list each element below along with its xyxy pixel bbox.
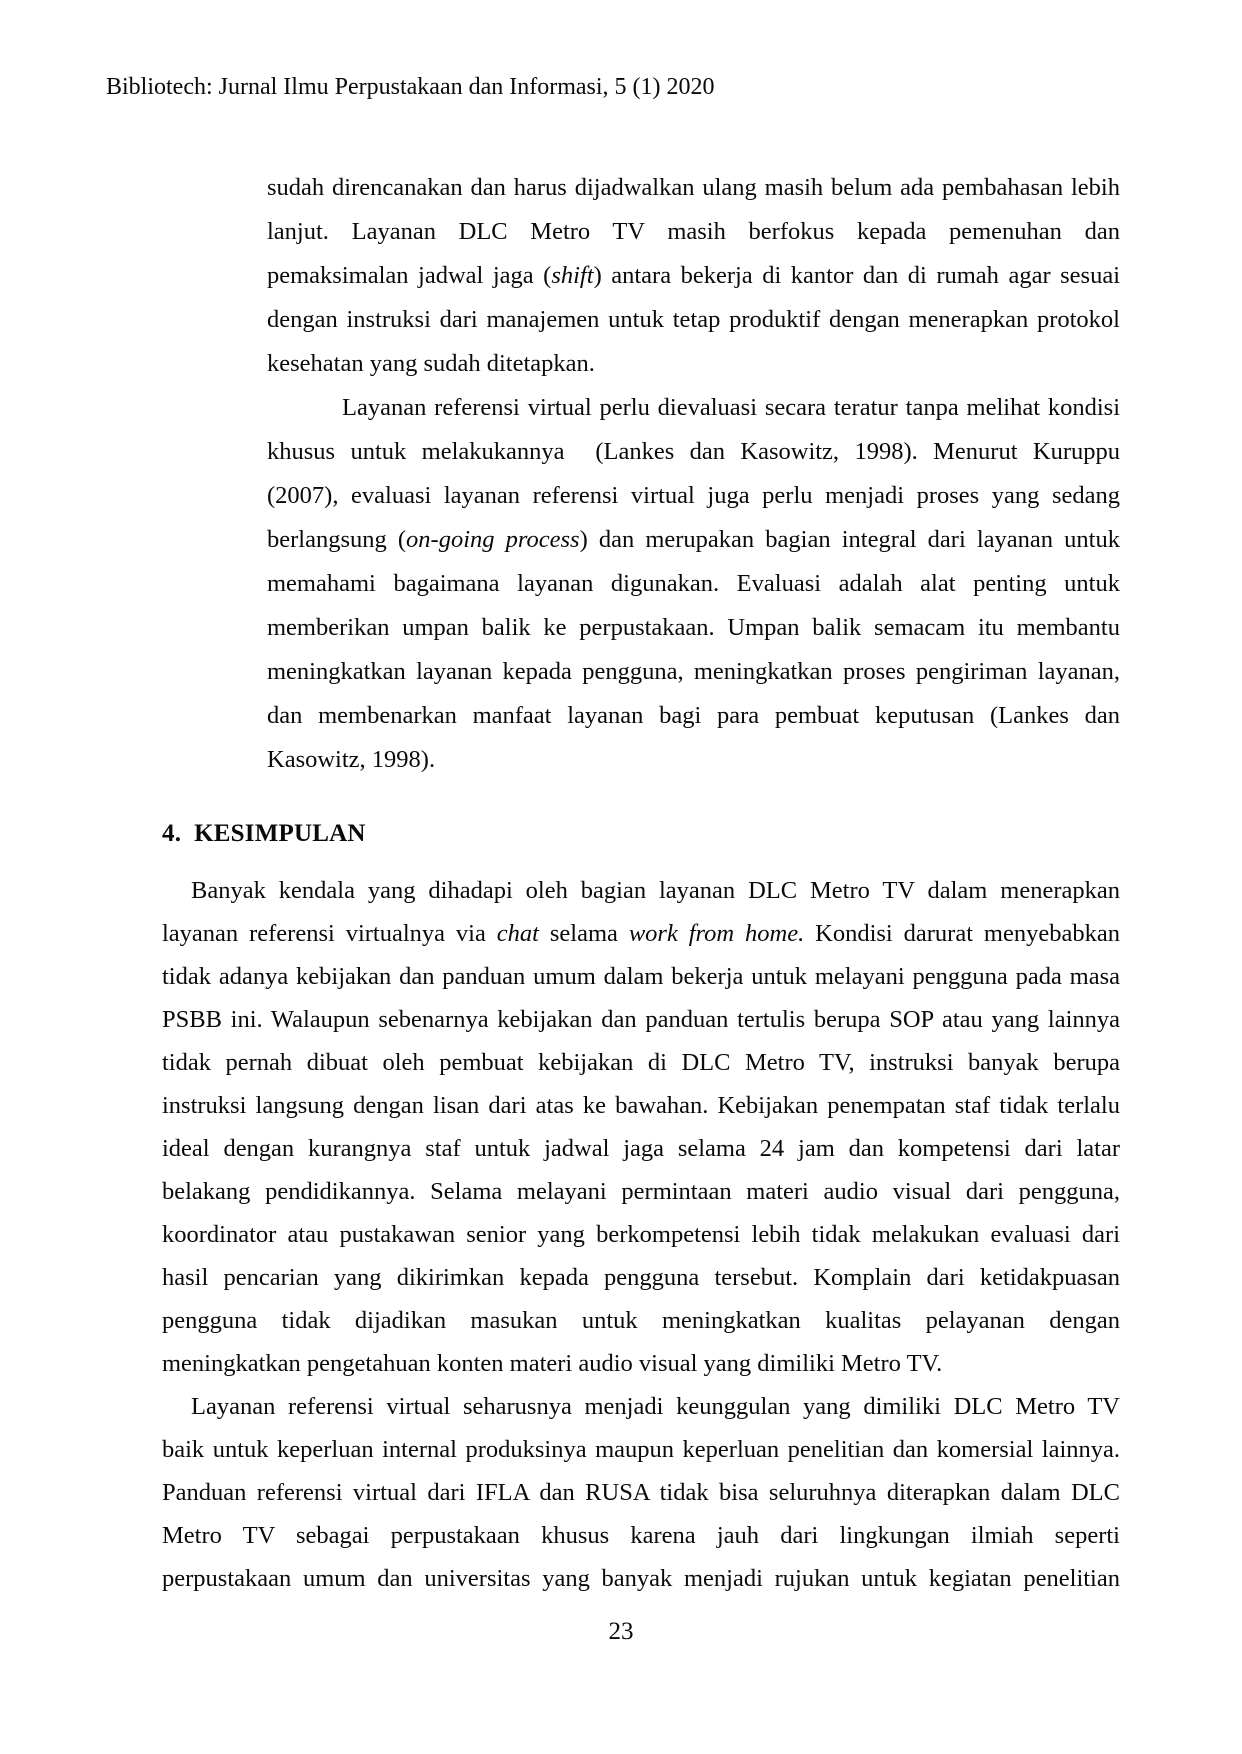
text-run: lanjut. Layanan DLC Metro TV masih berfokus kepada pemenuhan dan [267, 218, 1120, 245]
text-run: Kondisi darurat menyebabkan [804, 920, 1120, 947]
italic-text-run: on-going process [406, 526, 580, 553]
text-line [267, 210, 1120, 254]
text-line [162, 869, 1120, 912]
text-run: kesehatan yang sudah ditetapkan. [267, 350, 595, 377]
page-content [162, 166, 1120, 1600]
page-number: 23 [608, 1618, 634, 1645]
section-heading [162, 812, 1120, 856]
paragraph [162, 869, 1120, 1385]
text-line [162, 1471, 1120, 1514]
text-line [162, 1127, 1120, 1170]
text-line [162, 1342, 1120, 1385]
italic-text-run: shift [551, 262, 594, 289]
text-run: meningkatkan pengetahuan konten materi audio visual yang dimiliki Metro TV. [162, 1350, 943, 1377]
paragraph [267, 386, 1120, 782]
text-run: ideal dengan kurangnya staf untuk jadwal jaga selama 24 jam dan kompetensi dari latar [162, 1135, 1120, 1162]
text-line [267, 650, 1120, 694]
text-line [162, 1084, 1120, 1127]
text-run: tidak adanya kebijakan dan panduan umum dalam bekerja untuk melayani pengguna pada masa [162, 963, 1120, 990]
text-run: memberikan umpan balik ke perpustakaan. Umpan balik semacam itu membantu [267, 614, 1120, 641]
text-line [267, 562, 1120, 606]
text-run: Layanan referensi virtual perlu dievaluasi secara teratur tanpa melihat kondisi [342, 394, 1120, 421]
text-line [162, 1170, 1120, 1213]
text-run: (2007), evaluasi layanan referensi virtual juga perlu menjadi proses yang sedang [267, 482, 1120, 509]
text-line [267, 386, 1120, 430]
text-run: layanan referensi virtualnya via [162, 920, 497, 947]
text-run: meningkatkan layanan kepada pengguna, meningkatkan proses pengiriman layanan, [267, 658, 1120, 685]
indented-text-block [162, 166, 1120, 782]
text-line [267, 474, 1120, 518]
text-line [267, 430, 1120, 474]
text-run: Kasowitz, 1998). [267, 746, 436, 773]
text-line [162, 955, 1120, 998]
text-line [267, 694, 1120, 738]
text-run: Banyak kendala yang dihadapi oleh bagian layanan DLC Metro TV dalam menerapkan [191, 877, 1120, 904]
section-title: KESIMPULAN [194, 820, 366, 847]
text-line [162, 1385, 1120, 1428]
section-number: 4. [162, 820, 182, 847]
text-run: Panduan referensi virtual dari IFLA dan RUSA tidak bisa seluruhnya diterapkan dalam DLC [162, 1479, 1120, 1506]
text-run: tidak pernah dibuat oleh pembuat kebijakan di DLC Metro TV, instruksi banyak berupa [162, 1049, 1120, 1076]
text-run: hasil pencarian yang dikirimkan kepada pengguna tersebut. Komplain dari ketidakpuasan [162, 1264, 1120, 1291]
text-run: instruksi langsung dengan lisan dari atas ke bawahan. Kebijakan penempatan staf tidak terlalu [162, 1092, 1120, 1119]
text-run: PSBB ini. Walaupun sebenarnya kebijakan dan panduan tertulis berupa SOP atau yang lainnya [162, 1006, 1120, 1033]
text-run: selama [538, 920, 629, 947]
text-line [162, 1557, 1120, 1600]
text-run: khusus untuk melakukannya (Lankes dan Kasowitz, 1998). Menurut Kuruppu [267, 438, 1120, 465]
text-line [162, 1041, 1120, 1084]
paragraph [162, 1385, 1120, 1600]
text-line [162, 912, 1120, 955]
text-line [267, 606, 1120, 650]
text-line [162, 1256, 1120, 1299]
text-line [162, 1213, 1120, 1256]
text-line [162, 1514, 1120, 1557]
text-run: ) dan merupakan bagian integral dari layanan untuk [579, 526, 1120, 553]
text-line [162, 998, 1120, 1041]
text-line [267, 738, 1120, 782]
text-run: Metro TV sebagai perpustakaan khusus karena jauh dari lingkungan ilmiah seperti [162, 1522, 1120, 1549]
text-run: memahami bagaimana layanan digunakan. Evaluasi adalah alat penting untuk [267, 570, 1120, 597]
running-header: Bibliotech: Jurnal Ilmu Perpustakaan dan Informasi, 5 (1) 2020 [106, 74, 715, 100]
text-line [162, 1299, 1120, 1342]
text-run: Layanan referensi virtual seharusnya menjadi keunggulan yang dimiliki DLC Metro TV [191, 1393, 1120, 1420]
italic-text-run: chat [496, 920, 539, 947]
text-run: perpustakaan umum dan universitas yang banyak menjadi rujukan untuk kegiatan penelitian [162, 1565, 1120, 1592]
text-line [267, 518, 1120, 562]
text-run: dan membenarkan manfaat layanan bagi para pembuat keputusan (Lankes dan [267, 702, 1120, 729]
text-line [267, 166, 1120, 210]
text-run: baik untuk keperluan internal produksinya maupun keperluan penelitian dan komersial lainnya. [162, 1436, 1120, 1463]
text-line [267, 298, 1120, 342]
text-run: ) antara bekerja di kantor dan di rumah agar sesuai [593, 262, 1120, 289]
text-run: pemaksimalan jadwal jaga ( [267, 262, 552, 289]
italic-text-run: work from home. [628, 920, 805, 947]
text-line [267, 254, 1120, 298]
text-run: sudah direncanakan dan harus dijadwalkan ulang masih belum ada pembahasan lebih [267, 174, 1120, 201]
text-line [267, 342, 1120, 386]
text-run: koordinator atau pustakawan senior yang berkompetensi lebih tidak melakukan evaluasi dari [162, 1221, 1120, 1248]
text-run: dengan instruksi dari manajemen untuk tetap produktif dengan menerapkan protokol [267, 306, 1120, 333]
text-run: belakang pendidikannya. Selama melayani permintaan materi audio visual dari pengguna, [162, 1178, 1120, 1205]
text-run: pengguna tidak dijadikan masukan untuk meningkatkan kualitas pelayanan dengan [162, 1307, 1120, 1334]
conclusion-text-block [162, 869, 1120, 1600]
text-line [162, 1428, 1120, 1471]
paragraph [267, 166, 1120, 386]
text-run: berlangsung ( [267, 526, 407, 553]
